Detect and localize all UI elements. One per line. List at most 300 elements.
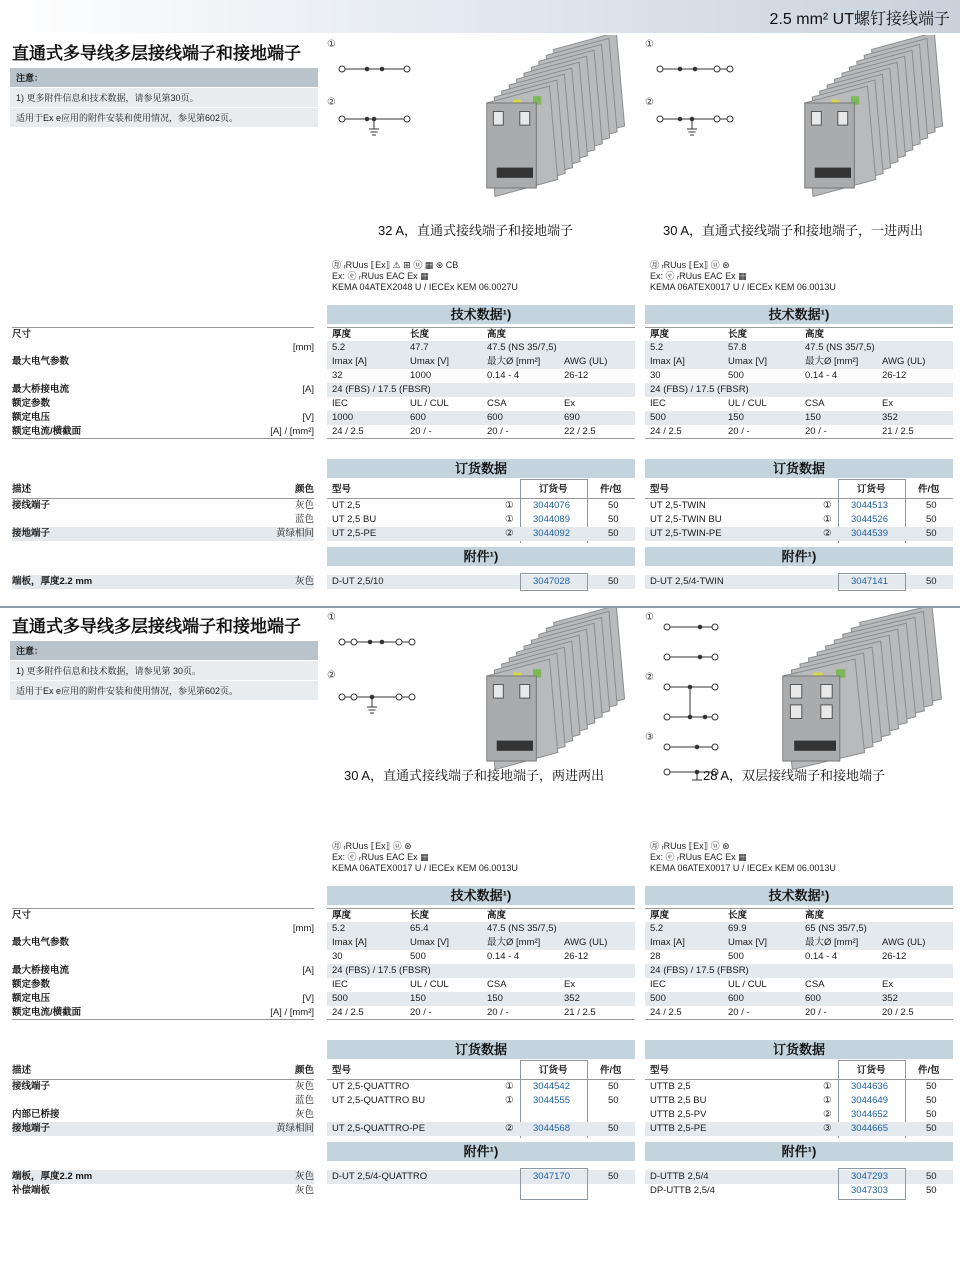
order-col-header: 型号 <box>650 484 670 495</box>
product-color: 蓝色 <box>294 514 314 525</box>
accessory-number: 3047028 <box>533 576 570 587</box>
spec-label: 额定电流/横截面 <box>12 426 82 437</box>
order-grid <box>327 1060 635 1136</box>
spec-unit: [A] / [mm²] <box>270 1007 314 1018</box>
spec-labels <box>12 908 314 1020</box>
tech-row <box>327 397 635 411</box>
order-col-header: 订货号 <box>857 1065 886 1076</box>
cert-line: Ex: ⓔ ᵣRUus EAC Ex ▦ <box>650 271 747 281</box>
spec-label: 最大电气参数 <box>12 937 70 948</box>
product-color: 蓝色 <box>294 1095 314 1106</box>
tech-row <box>645 1006 953 1020</box>
accessory-qty: 50 <box>608 1171 619 1182</box>
order-col-header: 订货号 <box>539 1065 568 1076</box>
product-desc: 内部已桥接 <box>12 1109 60 1120</box>
order-data-header: 订货数据 <box>327 459 635 478</box>
order-col-header: 件/包 <box>600 1065 622 1076</box>
product-caption: 30 A，直通式接线端子和接地端子，一进两出 <box>663 223 924 238</box>
cert-line: ㊊ ᵣRUus ⟦Ex⟧ ⚠ ⊞ ⓤ ▦ ⊛ CB <box>332 260 459 270</box>
pack-qty: 50 <box>608 528 619 539</box>
accessory-color: 灰色 <box>294 1185 314 1196</box>
tech-cell: 24 / 2.5 <box>332 1007 364 1018</box>
notes-box <box>10 641 318 700</box>
tech-cell: 30 <box>650 370 661 381</box>
tech-cell: Ex <box>564 979 576 990</box>
tech-row <box>327 992 635 1006</box>
diagram-ref: ① <box>505 1095 514 1106</box>
diagram-ref: ② <box>823 1109 832 1120</box>
schematic-number: ② <box>327 670 336 681</box>
spec-label-row <box>12 978 314 992</box>
tech-cell: 长度 <box>728 329 748 340</box>
notes-line: 1) 更多附件信息和技术数据，请参见第30页。 <box>10 87 318 107</box>
accessory-row <box>645 1184 953 1198</box>
tech-cell: 0.14 - 4 <box>805 951 838 962</box>
schematic-area <box>327 612 437 747</box>
tech-row <box>645 425 953 439</box>
product-desc: 接线端子 <box>12 500 51 511</box>
spec-unit: [A] <box>302 965 314 976</box>
schematic-number: ② <box>645 97 654 108</box>
order-type: UT 2,5-QUATTRO <box>332 1081 410 1092</box>
tech-cell: 20 / - <box>410 426 432 437</box>
spec-unit: [V] <box>302 412 314 423</box>
product-image <box>467 608 632 783</box>
tech-row <box>327 355 635 369</box>
product-color: 灰色 <box>294 1109 314 1120</box>
tech-cell: Umax [V] <box>410 356 450 367</box>
order-label-header <box>12 1060 314 1080</box>
page-header-bar <box>0 0 960 33</box>
order-grid <box>327 479 635 541</box>
accessory-label-row <box>12 575 314 589</box>
spec-label-row <box>12 425 314 439</box>
tech-cell: 500 <box>650 993 666 1004</box>
tech-cell: 厚度 <box>650 329 670 340</box>
spec-unit: [mm] <box>292 923 314 934</box>
terminal-block-photo <box>760 608 950 778</box>
order-grid <box>645 479 953 541</box>
tech-cell: 0.14 - 4 <box>805 370 838 381</box>
tech-cell: Imax [A] <box>332 356 367 367</box>
tech-cell: 长度 <box>728 910 748 921</box>
tech-cell: 21 / 2.5 <box>882 426 914 437</box>
tech-cell: 352 <box>882 412 898 423</box>
order-labels <box>12 479 314 541</box>
terminal-block-photo <box>785 35 950 205</box>
tech-cell: 28 <box>650 951 661 962</box>
accessory-type: D-UT 2,5/4-TWIN <box>650 576 724 587</box>
pack-qty: 50 <box>926 1081 937 1092</box>
spec-label-row <box>12 964 314 978</box>
tech-cell: 厚度 <box>650 910 670 921</box>
order-col-header: 订货号 <box>857 484 886 495</box>
tech-cell: 150 <box>728 412 744 423</box>
tech-cell: 厚度 <box>332 910 352 921</box>
tech-cell: 690 <box>564 412 580 423</box>
schematic-number: ① <box>645 612 654 623</box>
order-type: UT 2,5-PE <box>332 528 377 539</box>
accessory-number-box <box>520 573 588 591</box>
tech-cell: 150 <box>487 993 503 1004</box>
tech-cell: 长度 <box>410 910 430 921</box>
order-type: UT 2,5 <box>332 500 361 511</box>
order-type: UT 2,5-TWIN-PE <box>650 528 722 539</box>
tech-cell: 600 <box>410 412 426 423</box>
diagram-ref: ② <box>823 528 832 539</box>
order-col-header: 件/包 <box>918 484 940 495</box>
color-label: 颜色 <box>294 484 314 495</box>
schematic-number: ② <box>645 672 654 683</box>
tech-cell: Imax [A] <box>650 356 685 367</box>
spec-label-row <box>12 383 314 397</box>
schematic-area <box>327 39 437 174</box>
product-color: 灰色 <box>294 500 314 511</box>
diagram-ref: ① <box>505 514 514 525</box>
tech-cell: Umax [V] <box>728 937 768 948</box>
cert-line: KEMA 06ATEX0017 U / IECEx KEM 06.0013U <box>650 863 836 873</box>
accessories-header: 附件¹) <box>327 1142 635 1161</box>
tech-cell: 600 <box>487 412 503 423</box>
tech-grid <box>645 327 953 439</box>
product-column <box>327 608 635 1182</box>
section-heading: 直通式多导线多层接线端子和接地端子 <box>12 44 301 63</box>
tech-cell: 高度 <box>805 329 825 340</box>
order-row <box>645 499 953 513</box>
tech-row <box>645 936 953 950</box>
cert-line: Ex: ⓔ ᵣRUus EAC Ex ▦ <box>332 271 429 281</box>
tech-cell: 47.5 (NS 35/7,5) <box>487 923 557 934</box>
accessory-desc: 端板，厚度2.2 mm <box>12 1171 93 1182</box>
cert-line: KEMA 06ATEX0017 U / IECEx KEM 06.0013U <box>332 863 518 873</box>
pack-qty: 50 <box>608 500 619 511</box>
tech-row <box>645 383 953 397</box>
notes-box <box>10 68 318 127</box>
tech-cell: 47.7 <box>410 342 429 353</box>
pack-qty: 50 <box>608 514 619 525</box>
tech-row <box>327 425 635 439</box>
tech-cell: CSA <box>487 398 507 409</box>
tech-cell: Ex <box>882 979 894 990</box>
accessory-number-box <box>838 1168 906 1200</box>
tech-cell: 高度 <box>487 329 507 340</box>
spec-unit: [V] <box>302 993 314 1004</box>
schematic-number: ③ <box>645 732 654 743</box>
order-header-row <box>327 1060 635 1080</box>
tech-cell: 5.2 <box>332 342 346 353</box>
spec-label-row <box>12 950 314 964</box>
tech-cell: 长度 <box>410 329 430 340</box>
tech-row <box>645 397 953 411</box>
order-label-row <box>12 499 314 513</box>
tech-row <box>327 341 635 355</box>
accessory-row <box>327 575 635 589</box>
tech-cell: 47.5 (NS 35/7,5) <box>487 342 557 353</box>
tech-cell: 0.14 - 4 <box>487 370 520 381</box>
tech-cell: 65.4 <box>410 923 429 934</box>
page-header-title: 2.5 mm² UT螺钉接线端子 <box>769 11 950 28</box>
order-label-row <box>12 1122 314 1136</box>
tech-cell: 5.2 <box>650 342 664 353</box>
tech-row <box>327 1006 635 1020</box>
order-row <box>645 1122 953 1136</box>
pack-qty: 50 <box>926 528 937 539</box>
tech-cell: 高度 <box>805 910 825 921</box>
accessory-number: 3047293 <box>851 1171 888 1182</box>
wiring-schematic <box>327 612 437 742</box>
certifications <box>650 260 836 293</box>
spec-label: 额定参数 <box>12 979 51 990</box>
order-row <box>645 1094 953 1108</box>
tech-cell: 150 <box>805 412 821 423</box>
spec-label-row <box>12 411 314 425</box>
order-number: 3044542 <box>533 1081 570 1092</box>
tech-data-header: 技术数据¹) <box>327 886 635 905</box>
cert-line: ㊊ ᵣRUus ⟦Ex⟧ ⓤ ⊛ <box>650 841 730 851</box>
tech-cell: UL / CUL <box>728 398 767 409</box>
tech-cell: IEC <box>332 979 348 990</box>
spec-label: 额定参数 <box>12 398 51 409</box>
order-col-header: 订货号 <box>539 484 568 495</box>
bridge-current: 24 (FBS) / 17.5 (FBSR) <box>650 384 749 395</box>
schematic-number: ① <box>327 39 336 50</box>
accessory-type: D-UT 2,5/10 <box>332 576 384 587</box>
tech-cell: 150 <box>410 993 426 1004</box>
tech-cell: UL / CUL <box>728 979 767 990</box>
order-col-header: 型号 <box>332 1065 352 1076</box>
product-section <box>0 606 960 1196</box>
diagram-ref: ① <box>823 1095 832 1106</box>
tech-cell: 24 / 2.5 <box>650 426 682 437</box>
order-row <box>645 527 953 541</box>
order-number: 3044665 <box>851 1123 888 1134</box>
order-number: 3044092 <box>533 528 570 539</box>
tech-cell: 20 / - <box>487 1007 509 1018</box>
tech-cell: IEC <box>650 979 666 990</box>
tech-cell: 高度 <box>487 910 507 921</box>
terminal-block-photo <box>467 35 632 205</box>
spec-label: 最大桥接电流 <box>12 384 70 395</box>
cert-line: ㊊ ᵣRUus ⟦Ex⟧ ⓤ ⊛ <box>650 260 730 270</box>
wiring-schematic <box>645 39 755 169</box>
diagram-ref: ① <box>823 500 832 511</box>
spec-unit: [mm] <box>292 342 314 353</box>
diagram-ref: ① <box>505 500 514 511</box>
product-caption: 32 A，直通式接线端子和接地端子 <box>378 223 574 238</box>
product-desc: 接地端子 <box>12 1123 51 1134</box>
spec-unit: [A] <box>302 384 314 395</box>
tech-cell: IEC <box>650 398 666 409</box>
pack-qty: 50 <box>926 1109 937 1120</box>
tech-cell: AWG (UL) <box>882 937 926 948</box>
pack-qty: 50 <box>608 1095 619 1106</box>
tech-cell: 500 <box>728 951 744 962</box>
tech-row <box>645 908 953 922</box>
tech-cell: AWG (UL) <box>882 356 926 367</box>
cert-line: ㊊ ᵣRUus ⟦Ex⟧ ⓤ ⊛ <box>332 841 412 851</box>
accessory-qty: 50 <box>926 576 937 587</box>
order-label-header <box>12 479 314 499</box>
accessory-qty: 50 <box>926 1185 937 1196</box>
order-type: UT 2,5-TWIN BU <box>650 514 722 525</box>
certifications <box>332 260 518 293</box>
order-col-header: 型号 <box>650 1065 670 1076</box>
product-caption: 30 A，直通式接线端子和接地端子，两进两出 <box>344 768 605 783</box>
product-image <box>785 35 950 210</box>
diagram-ref: ③ <box>823 1123 832 1134</box>
order-number: 3044636 <box>851 1081 888 1092</box>
spec-label: 最大桥接电流 <box>12 965 70 976</box>
order-number: 3044089 <box>533 514 570 525</box>
notes-line: 适用于Ex e应用的附件安装和使用情况，参见第602页。 <box>10 107 318 127</box>
tech-cell: 26-12 <box>882 370 907 381</box>
tech-cell: UL / CUL <box>410 398 449 409</box>
tech-row <box>327 369 635 383</box>
schematic-area <box>645 612 755 787</box>
tech-cell: 69.9 <box>728 923 747 934</box>
terminal-block-photo <box>467 608 632 778</box>
notes-line: 适用于Ex e应用的附件安装和使用情况，参见第602页。 <box>10 680 318 700</box>
pack-qty: 50 <box>608 1081 619 1092</box>
schematic-number: ① <box>327 612 336 623</box>
accessory-number-box <box>838 573 906 591</box>
tech-cell: 24 / 2.5 <box>332 426 364 437</box>
tech-row <box>645 922 953 936</box>
notes-title: 注意： <box>10 641 318 660</box>
order-header-row <box>645 479 953 499</box>
tech-cell: 352 <box>564 993 580 1004</box>
cert-line: Ex: ⓔ ᵣRUus EAC Ex ▦ <box>650 852 747 862</box>
tech-cell: CSA <box>805 979 825 990</box>
tech-cell: 最大Ø [mm²] <box>487 356 541 367</box>
notes-line: 1) 更多附件信息和技术数据，请参见第 30页。 <box>10 660 318 680</box>
tech-row <box>645 355 953 369</box>
accessory-color: 灰色 <box>294 576 314 587</box>
spec-label: 额定电压 <box>12 412 51 423</box>
tech-cell: 20 / - <box>410 1007 432 1018</box>
tech-cell: Imax [A] <box>650 937 685 948</box>
order-type: UT 2,5-TWIN <box>650 500 706 511</box>
spec-labels <box>12 327 314 439</box>
tech-row <box>645 964 953 978</box>
certifications <box>332 841 518 874</box>
tech-row <box>327 383 635 397</box>
pack-qty: 50 <box>926 500 937 511</box>
tech-cell: UL / CUL <box>410 979 449 990</box>
accessory-label-row <box>12 1184 314 1198</box>
product-image <box>467 35 632 210</box>
tech-row <box>327 936 635 950</box>
diagram-ref: ① <box>823 1081 832 1092</box>
order-row <box>645 513 953 527</box>
order-number: 3044649 <box>851 1095 888 1106</box>
tech-cell: 65 (NS 35/7,5) <box>805 923 867 934</box>
accessory-number: 3047170 <box>533 1171 570 1182</box>
product-desc: 接地端子 <box>12 528 51 539</box>
order-label-row <box>12 1080 314 1094</box>
tech-cell: 最大Ø [mm²] <box>805 937 859 948</box>
tech-row <box>645 411 953 425</box>
tech-cell: 21 / 2.5 <box>564 1007 596 1018</box>
order-row <box>327 513 635 527</box>
order-row <box>327 499 635 513</box>
pack-qty: 50 <box>926 1095 937 1106</box>
order-type: UT 2,5-QUATTRO-PE <box>332 1123 426 1134</box>
spec-label-row <box>12 327 314 341</box>
spec-label-row <box>12 992 314 1006</box>
spec-label-row <box>12 922 314 936</box>
tech-cell: 20 / - <box>728 426 750 437</box>
order-data-header: 订货数据 <box>645 1040 953 1059</box>
tech-cell: 500 <box>650 412 666 423</box>
tech-row <box>327 908 635 922</box>
tech-grid <box>327 908 635 1020</box>
tech-cell: 600 <box>805 993 821 1004</box>
tech-cell: 最大Ø [mm²] <box>805 356 859 367</box>
diagram-ref: ② <box>505 528 514 539</box>
tech-cell: 最大Ø [mm²] <box>487 937 541 948</box>
tech-cell: Imax [A] <box>332 937 367 948</box>
order-col-header: 件/包 <box>918 1065 940 1076</box>
wiring-schematic <box>327 39 437 169</box>
desc-label: 描述 <box>12 1065 32 1076</box>
spec-label-row <box>12 1006 314 1020</box>
order-label-row <box>12 1094 314 1108</box>
tech-cell: 352 <box>882 993 898 1004</box>
tech-cell: 32 <box>332 370 343 381</box>
spec-label: 额定电流/横截面 <box>12 1007 82 1018</box>
order-col-header: 型号 <box>332 484 352 495</box>
tech-row <box>327 964 635 978</box>
tech-cell: 1000 <box>332 412 354 423</box>
bridge-current: 24 (FBS) / 17.5 (FBSR) <box>650 965 749 976</box>
tech-cell: 20 / 2.5 <box>882 1007 914 1018</box>
accessory-grid <box>327 1170 635 1198</box>
tech-cell: 57.8 <box>728 342 747 353</box>
tech-cell: 20 / - <box>805 426 827 437</box>
cert-line: KEMA 04ATEX2048 U / IECEx KEM 06.0027U <box>332 282 518 292</box>
diagram-ref: ② <box>505 1123 514 1134</box>
spec-label-row <box>12 341 314 355</box>
product-column <box>645 35 953 595</box>
product-color: 黄绿相间 <box>275 528 314 539</box>
tech-cell: 30 <box>332 951 343 962</box>
accessory-grid <box>327 575 635 589</box>
accessories-header: 附件¹) <box>327 547 635 566</box>
order-row <box>327 1080 635 1094</box>
tech-cell: IEC <box>332 398 348 409</box>
diagram-ref: ① <box>823 514 832 525</box>
tech-cell: 500 <box>332 993 348 1004</box>
order-row <box>327 1122 635 1136</box>
tech-cell: 600 <box>728 993 744 1004</box>
spec-label-row <box>12 908 314 922</box>
order-type: UTTB 2,5 <box>650 1081 691 1092</box>
accessories-header: 附件¹) <box>645 547 953 566</box>
tech-row <box>327 922 635 936</box>
tech-data-header: 技术数据¹) <box>645 886 953 905</box>
cert-line: KEMA 06ATEX0017 U / IECEx KEM 06.0013U <box>650 282 836 292</box>
tech-cell: 1000 <box>410 370 432 381</box>
accessory-qty: 50 <box>608 576 619 587</box>
tech-cell: CSA <box>805 398 825 409</box>
spec-label: 额定电压 <box>12 993 51 1004</box>
tech-row <box>327 978 635 992</box>
accessory-type: D-UT 2,5/4-QUATTRO <box>332 1171 428 1182</box>
schematic-number: ① <box>645 39 654 50</box>
order-data-header: 订货数据 <box>327 1040 635 1059</box>
tech-cell: 500 <box>410 951 426 962</box>
